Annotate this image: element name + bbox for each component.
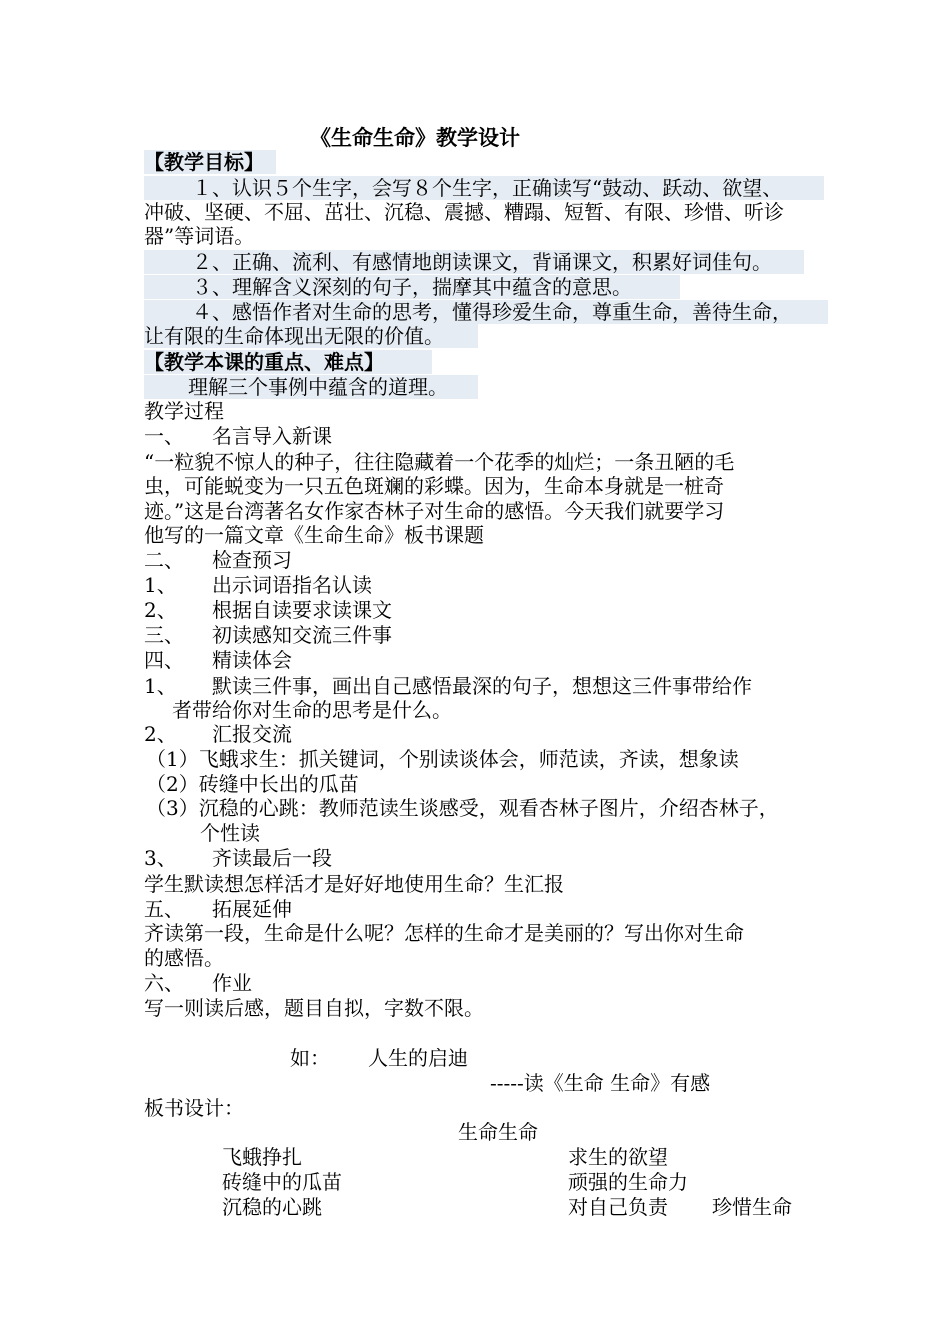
board-left-2: 砖缝中的瓜苗 [222, 1170, 342, 1194]
goals-heading: 【教学目标】 [144, 150, 276, 174]
section-2-title: 检查预习 [212, 548, 292, 572]
section-3-title: 初读感知交流三件事 [212, 623, 392, 647]
sub-item-2: （2）砖缝中长出的瓜苗 [146, 772, 359, 796]
example-subtitle: -----读《生命 生命》有感 [490, 1071, 711, 1095]
goal-item-1-cont: 冲破、坚硬、不屈、茁壮、沉稳、震撼、糟蹋、短暂、有限、珍惜、听诊 [144, 200, 784, 224]
section-4-item-2: 汇报交流 [212, 722, 292, 746]
section-4-number: 四、 [144, 648, 184, 672]
section-6-title: 作业 [212, 971, 252, 995]
goal-item-3: ３、理解含义深刻的句子，揣摩其中蕴含的意思。 [144, 275, 680, 299]
section-4-item-2-number: 2、 [144, 722, 177, 746]
section-5-text-1: 齐读第一段，生命是什么呢？怎样的生命才是美丽的？写出你对生命 [144, 921, 744, 945]
section-5-text-2: 的感悟。 [144, 946, 224, 970]
sub-item-1: （1）飞蛾求生：抓关键词，个别读谈体会，师范读，齐读，想象读 [146, 747, 739, 771]
section-6-text: 写一则读后感，题目自拟，字数不限。 [144, 996, 484, 1020]
section-4-item-3-number: 3、 [144, 846, 177, 870]
quote-line-2: 虫，可能蜕变为一只五色斑斓的彩蝶。因为，生命本身就是一桩奇 [144, 474, 724, 498]
section-6-number: 六、 [144, 971, 184, 995]
example-title: 人生的启迪 [368, 1046, 468, 1070]
board-left-1: 飞蛾挣扎 [222, 1145, 302, 1169]
quote-line-3: 迹。”这是台湾著名女作家杏林子对生命的感悟。今天我们就要学习 [144, 499, 725, 523]
goal-item-1-end: 器”等词语。 [144, 224, 255, 248]
board-left-3: 沉稳的心跳 [222, 1195, 322, 1219]
quote-line-1: “一粒貌不惊人的种子，往往隐藏着一个花季的灿烂；一条丑陋的毛 [144, 450, 735, 474]
board-heading: 板书设计： [144, 1096, 244, 1120]
sub-item-3: （3）沉稳的心跳：教师范读生谈感受，观看杏林子图片，介绍杏林子， [146, 796, 779, 820]
goal-item-4-cont: 让有限的生命体现出无限的价值。 [144, 324, 478, 348]
goal-item-4: ４、感悟作者对生命的思考，懂得珍爱生命，尊重生命，善待生命， [144, 300, 828, 324]
section-2-item-2-number: 2、 [144, 598, 177, 622]
section-4-item-3-text: 学生默读想怎样活才是好好地使用生命？生汇报 [144, 872, 564, 896]
section-4-title: 精读体会 [212, 648, 292, 672]
section-4-item-3: 齐读最后一段 [212, 846, 332, 870]
section-1-number: 一、 [144, 424, 184, 448]
process-heading: 教学过程 [144, 399, 224, 423]
page-title: 《生命生命》教学设计 [310, 125, 520, 150]
section-4-item-1: 默读三件事，画出自己感悟最深的句子，想想这三件事带给作 [212, 674, 752, 698]
section-3-number: 三、 [144, 623, 184, 647]
keypoints-heading: 【教学本课的重点、难点】 [144, 350, 432, 374]
board-right-2: 顽强的生命力 [568, 1170, 688, 1194]
section-4-item-1-number: 1、 [144, 674, 177, 698]
board-title: 生命生命 [458, 1120, 538, 1144]
section-2-item-2: 根据自读要求读课文 [212, 598, 392, 622]
board-right-3: 对自己负责 [568, 1195, 668, 1219]
board-extra: 珍惜生命 [712, 1195, 792, 1219]
board-right-1: 求生的欲望 [568, 1145, 668, 1169]
goal-item-2: ２、正确、流利、有感情地朗读课文，背诵课文，积累好词佳句。 [144, 250, 804, 274]
sub-item-3-cont: 个性读 [200, 821, 260, 845]
section-5-number: 五、 [144, 897, 184, 921]
section-2-item-1-number: 1、 [144, 573, 177, 597]
section-2-number: 二、 [144, 548, 184, 572]
section-2-item-1: 出示词语指名认读 [212, 573, 372, 597]
keypoints-text: 理解三个事例中蕴含的道理。 [144, 375, 478, 399]
goal-item-1: １、认识５个生字，会写８个生字，正确读写“鼓动、跃动、欲望、 [144, 176, 824, 200]
example-label: 如： [290, 1046, 330, 1070]
quote-line-4: 他写的一篇文章《生命生命》板书课题 [144, 523, 484, 547]
section-1-title: 名言导入新课 [212, 424, 332, 448]
section-5-title: 拓展延伸 [212, 897, 292, 921]
section-4-item-1-cont: 者带给你对生命的思考是什么。 [172, 698, 452, 722]
